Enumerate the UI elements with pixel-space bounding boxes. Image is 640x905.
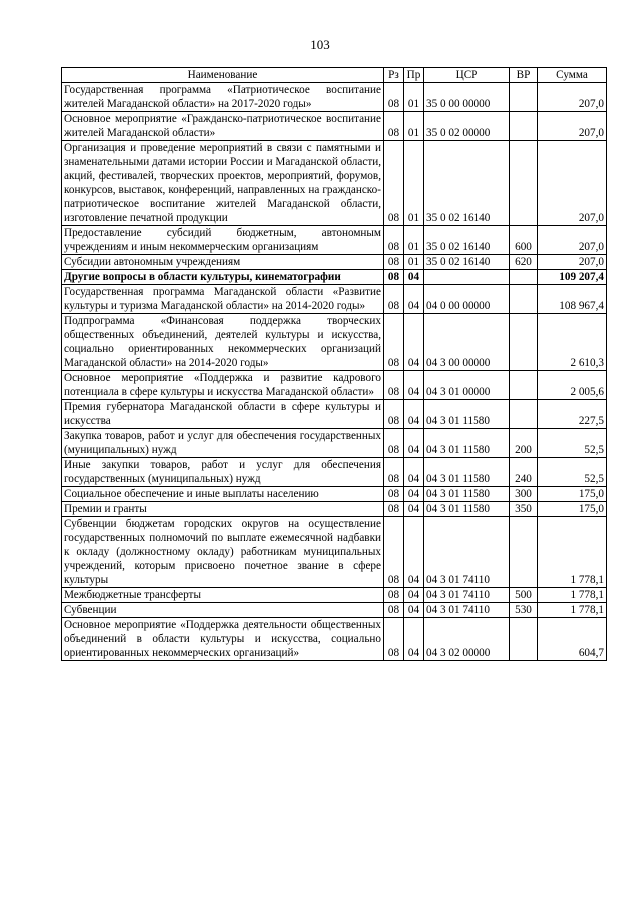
- table-row: [62, 458, 607, 487]
- header-csr: ЦСР: [424, 68, 510, 83]
- cell-csr: 35 0 02 00000: [424, 112, 510, 141]
- cell-vr: 240: [510, 458, 538, 487]
- cell-vr: 620: [510, 255, 538, 270]
- cell-csr: 04 3 02 00000: [424, 618, 510, 661]
- cell-pr: 04: [404, 603, 424, 618]
- cell-vr: 300: [510, 487, 538, 502]
- table-row: [62, 270, 607, 285]
- cell-name: Субвенции бюджетам городских округов на осуществление государственных полномочий по выплате ежемесячной надбавки к окладу (должностному окладу) работникам муниципальных учреждений, которым присвоено почетное звание в сфере культуры: [62, 517, 384, 588]
- cell-pr: 01: [404, 83, 424, 112]
- cell-csr: 35 0 02 16140: [424, 141, 510, 226]
- table-row: [62, 314, 607, 371]
- cell-sum: 2 610,3: [538, 314, 607, 371]
- cell-vr: [510, 285, 538, 314]
- budget-table: [61, 67, 607, 661]
- cell-vr: 530: [510, 603, 538, 618]
- table-row: [62, 429, 607, 458]
- cell-rz: 08: [384, 517, 404, 588]
- cell-vr: [510, 141, 538, 226]
- cell-rz: 08: [384, 226, 404, 255]
- table-row: [62, 603, 607, 618]
- cell-vr: [510, 618, 538, 661]
- table-row: [62, 487, 607, 502]
- cell-vr: [510, 371, 538, 400]
- table-row: [62, 371, 607, 400]
- cell-sum: 207,0: [538, 226, 607, 255]
- cell-name: Закупка товаров, работ и услуг для обеспечения государственных (муниципальных) нужд: [62, 429, 384, 458]
- cell-name: Основное мероприятие «Гражданско-патриотическое воспитание жителей Магаданской области»: [62, 112, 384, 141]
- cell-sum: 207,0: [538, 83, 607, 112]
- table-row: [62, 400, 607, 429]
- header-pr: Пр: [404, 68, 424, 83]
- cell-csr: 04 3 01 11580: [424, 429, 510, 458]
- cell-pr: 04: [404, 588, 424, 603]
- cell-sum: 52,5: [538, 458, 607, 487]
- cell-csr: 04 3 01 11580: [424, 458, 510, 487]
- table-row: [62, 226, 607, 255]
- cell-sum: 227,5: [538, 400, 607, 429]
- table-row: [62, 618, 607, 661]
- cell-sum: 1 778,1: [538, 588, 607, 603]
- table-header-row: [62, 68, 607, 83]
- table-row: [62, 285, 607, 314]
- cell-pr: 04: [404, 285, 424, 314]
- cell-name: Государственная программа Магаданской области «Развитие культуры и туризма Магаданской области» на 2014-2020 годы»: [62, 285, 384, 314]
- cell-rz: 08: [384, 371, 404, 400]
- cell-rz: 08: [384, 588, 404, 603]
- cell-csr: 35 0 02 16140: [424, 255, 510, 270]
- table-row: [62, 255, 607, 270]
- cell-csr: 04 3 01 11580: [424, 487, 510, 502]
- cell-pr: 04: [404, 618, 424, 661]
- cell-rz: 08: [384, 314, 404, 371]
- cell-csr: 04 3 01 00000: [424, 371, 510, 400]
- cell-name: Субсидии автономным учреждениям: [62, 255, 384, 270]
- cell-sum: 175,0: [538, 487, 607, 502]
- cell-rz: 08: [384, 603, 404, 618]
- cell-sum: 2 005,6: [538, 371, 607, 400]
- cell-name: Социальное обеспечение и иные выплаты населению: [62, 487, 384, 502]
- cell-pr: 04: [404, 270, 424, 285]
- cell-sum: 109 207,4: [538, 270, 607, 285]
- cell-pr: 04: [404, 458, 424, 487]
- cell-csr: 35 0 02 16140: [424, 226, 510, 255]
- cell-pr: 04: [404, 502, 424, 517]
- table-row: [62, 517, 607, 588]
- table-row: [62, 112, 607, 141]
- cell-sum: 207,0: [538, 255, 607, 270]
- cell-csr: 04 3 01 11580: [424, 502, 510, 517]
- cell-sum: 207,0: [538, 141, 607, 226]
- header-sum: Сумма: [538, 68, 607, 83]
- cell-vr: [510, 400, 538, 429]
- cell-name: Премия губернатора Магаданской области в сфере культуры и искусства: [62, 400, 384, 429]
- cell-sum: 1 778,1: [538, 517, 607, 588]
- cell-vr: 500: [510, 588, 538, 603]
- cell-name: Предоставление субсидий бюджетным, автономным учреждениям и иным некоммерческим организациям: [62, 226, 384, 255]
- table-row: [62, 83, 607, 112]
- cell-vr: [510, 112, 538, 141]
- cell-rz: 08: [384, 487, 404, 502]
- cell-csr: 04 3 01 74110: [424, 517, 510, 588]
- cell-csr: 04 3 01 74110: [424, 603, 510, 618]
- cell-rz: 08: [384, 429, 404, 458]
- cell-vr: 350: [510, 502, 538, 517]
- cell-vr: [510, 314, 538, 371]
- cell-rz: 08: [384, 458, 404, 487]
- header-rz: Рз: [384, 68, 404, 83]
- cell-name: Субвенции: [62, 603, 384, 618]
- cell-pr: 04: [404, 400, 424, 429]
- header-name: Наименование: [62, 68, 384, 83]
- cell-vr: 200: [510, 429, 538, 458]
- cell-name: Межбюджетные трансферты: [62, 588, 384, 603]
- cell-pr: 04: [404, 429, 424, 458]
- cell-rz: 08: [384, 400, 404, 429]
- cell-csr: 35 0 00 00000: [424, 83, 510, 112]
- cell-sum: 52,5: [538, 429, 607, 458]
- cell-rz: 08: [384, 112, 404, 141]
- cell-sum: 1 778,1: [538, 603, 607, 618]
- cell-rz: 08: [384, 141, 404, 226]
- cell-csr: 04 0 00 00000: [424, 285, 510, 314]
- cell-pr: 04: [404, 487, 424, 502]
- cell-rz: 08: [384, 618, 404, 661]
- cell-name: Премии и гранты: [62, 502, 384, 517]
- cell-sum: 207,0: [538, 112, 607, 141]
- cell-rz: 08: [384, 502, 404, 517]
- cell-sum: 175,0: [538, 502, 607, 517]
- cell-name: Другие вопросы в области культуры, кинематографии: [62, 270, 384, 285]
- cell-vr: 600: [510, 226, 538, 255]
- cell-pr: 01: [404, 255, 424, 270]
- table-row: [62, 588, 607, 603]
- cell-pr: 04: [404, 314, 424, 371]
- cell-name: Подпрограмма «Финансовая поддержка творческих общественных объединений, деятелей культуры и искусства, социально ориентированных некоммерческих организаций Магаданской области» на 2014-2020 годы»: [62, 314, 384, 371]
- cell-pr: 01: [404, 141, 424, 226]
- cell-vr: [510, 517, 538, 588]
- cell-name: Основное мероприятие «Поддержка деятельности общественных объединений в области культуры и искусства, социально ориентированных некоммерческих организаций»: [62, 618, 384, 661]
- cell-rz: 08: [384, 270, 404, 285]
- table-row: [62, 502, 607, 517]
- header-vr: ВР: [510, 68, 538, 83]
- cell-name: Организация и проведение мероприятий в связи с памятными и знаменательными датами истории России и Магаданской области, акций, фестивалей, творческих проектов, мероприятий, форумов, конкурсов, выставок, конференций, направленных на гражданско-патриотическое воспитание жителей Магаданской области, изготовление печатной продукции: [62, 141, 384, 226]
- cell-csr: 04 3 01 11580: [424, 400, 510, 429]
- cell-name: Основное мероприятие «Поддержка и развитие кадрового потенциала в сфере культуры и искусства Магаданской области»: [62, 371, 384, 400]
- cell-pr: 04: [404, 371, 424, 400]
- cell-csr: 04 3 00 00000: [424, 314, 510, 371]
- cell-rz: 08: [384, 83, 404, 112]
- cell-name: Иные закупки товаров, работ и услуг для обеспечения государственных (муниципальных) нужд: [62, 458, 384, 487]
- cell-pr: 01: [404, 226, 424, 255]
- cell-rz: 08: [384, 255, 404, 270]
- cell-pr: 04: [404, 517, 424, 588]
- cell-sum: 108 967,4: [538, 285, 607, 314]
- cell-pr: 01: [404, 112, 424, 141]
- cell-rz: 08: [384, 285, 404, 314]
- cell-csr: 04 3 01 74110: [424, 588, 510, 603]
- page-number: 103: [310, 37, 330, 52]
- cell-vr: [510, 83, 538, 112]
- table-row: [62, 141, 607, 226]
- cell-sum: 604,7: [538, 618, 607, 661]
- cell-csr: [424, 270, 510, 285]
- cell-name: Государственная программа «Патриотическое воспитание жителей Магаданской области» на 2017-2020 годы»: [62, 83, 384, 112]
- cell-vr: [510, 270, 538, 285]
